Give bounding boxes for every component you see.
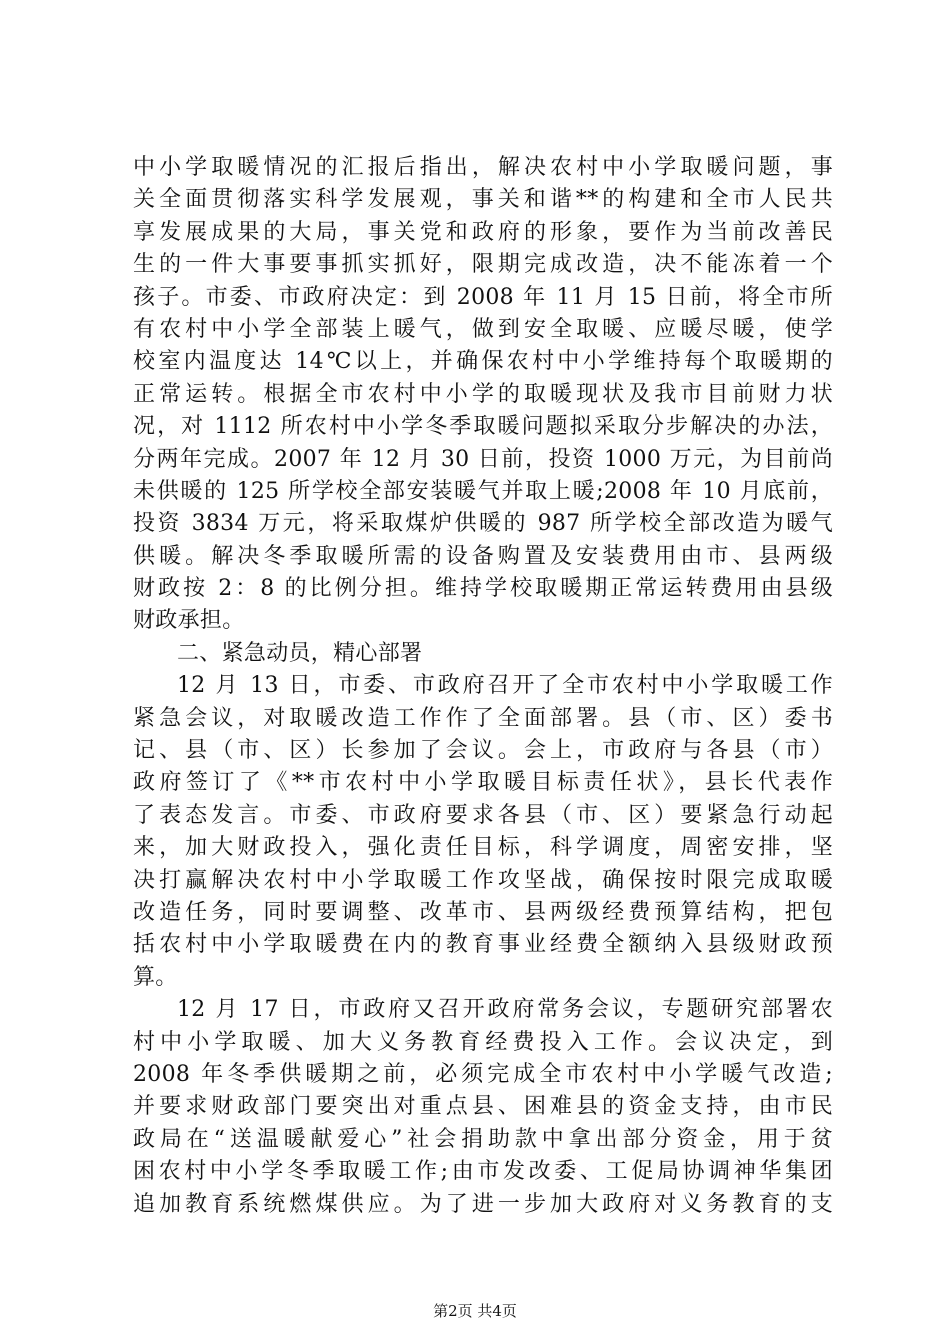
text-line: 孩子。市委、市政府决定：到 2008 年 11 月 15 日前，将全市所 [133, 284, 833, 310]
text-line: 改造任务，同时要调整、改革市、县两级经费预算结构，把包 [133, 899, 833, 925]
page-number-footer: 第2页 共4页 [433, 1302, 517, 1320]
text-line: 政府签订了《**市农村中小学取暖目标责任状》，县长代表作 [133, 770, 833, 796]
text-line: 校室内温度达 14℃以上，并确保农村中小学维持每个取暖期的 [133, 349, 833, 375]
text-line: 供暖。解决冬季取暖所需的设备购置及安装费用由市、县两级 [133, 543, 833, 569]
text-line: 2008 年冬季供暖期之前，必须完成全市农村中小学暖气改造; [133, 1061, 833, 1087]
text-line: 未供暖的 125 所学校全部安装暖气并取上暖;2008 年 10 月底前， [133, 478, 833, 504]
text-line: 分两年完成。2007 年 12 月 30 日前，投资 1000 万元，为目前尚 [133, 446, 833, 472]
text-line: 财政按 2：8 的比例分担。维持学校取暖期正常运转费用由县级 [133, 576, 833, 602]
text-line: 生的一件大事要事抓实抓好，限期完成改造，决不能冻着一个 [133, 252, 833, 278]
text-line: 政局在“送温暖献爱心”社会捐助款中拿出部分资金，用于贫 [133, 1126, 833, 1152]
text-line: 决打赢解决农村中小学取暖工作攻坚战，确保按时限完成取暖 [133, 867, 833, 893]
text-line: 紧急会议，对取暖改造工作作了全面部署。县（市、区）委书 [133, 705, 833, 731]
text-line: 村中小学取暖、加大义务教育经费投入工作。会议决定，到 [133, 1029, 833, 1055]
text-line: 况，对 1112 所农村中小学冬季取暖问题拟采取分步解决的办法， [133, 414, 833, 440]
text-line: 正常运转。根据全市农村中小学的取暖现状及我市目前财力状 [133, 381, 833, 407]
text-line: 12 月 17 日，市政府又召开政府常务会议，专题研究部署农 [177, 997, 833, 1023]
text-line: 12 月 13 日，市委、市政府召开了全市农村中小学取暖工作 [177, 673, 833, 699]
text-line: 投资 3834 万元，将采取煤炉供暖的 987 所学校全部改造为暖气 [133, 511, 833, 537]
text-line: 来，加大财政投入，强化责任目标，科学调度，周密安排，坚 [133, 835, 833, 861]
document-body [133, 152, 833, 1221]
text-line: 财政承担。 [133, 608, 245, 634]
text-line: 括农村中小学取暖费在内的教育事业经费全额纳入县级财政预 [133, 932, 833, 958]
text-line: 享发展成果的大局，事关党和政府的形象，要作为当前改善民 [133, 219, 833, 245]
text-line: 并要求财政部门要突出对重点县、困难县的资金支持，由市民 [133, 1094, 833, 1120]
text-line: 困农村中小学冬季取暖工作;由市发改委、工促局协调神华集团 [133, 1159, 833, 1185]
text-line: 记、县（市、区）长参加了会议。会上，市政府与各县（市） [133, 738, 833, 764]
text-line: 有农村中小学全部装上暖气，做到安全取暖、应暖尽暖，使学 [133, 316, 833, 342]
text-line: 关全面贯彻落实科学发展观，事关和谐**的构建和全市人民共 [133, 187, 833, 213]
text-line: 算。 [133, 964, 178, 990]
text-line: 中小学取暖情况的汇报后指出，解决农村中小学取暖问题，事 [133, 155, 833, 180]
text-line: 了表态发言。市委、市政府要求各县（市、区）要紧急行动起 [133, 802, 833, 828]
text-line: 追加教育系统燃煤供应。为了进一步加大政府对义务教育的支 [133, 1191, 833, 1217]
section-heading: 二、紧急动员，精心部署 [177, 640, 423, 666]
